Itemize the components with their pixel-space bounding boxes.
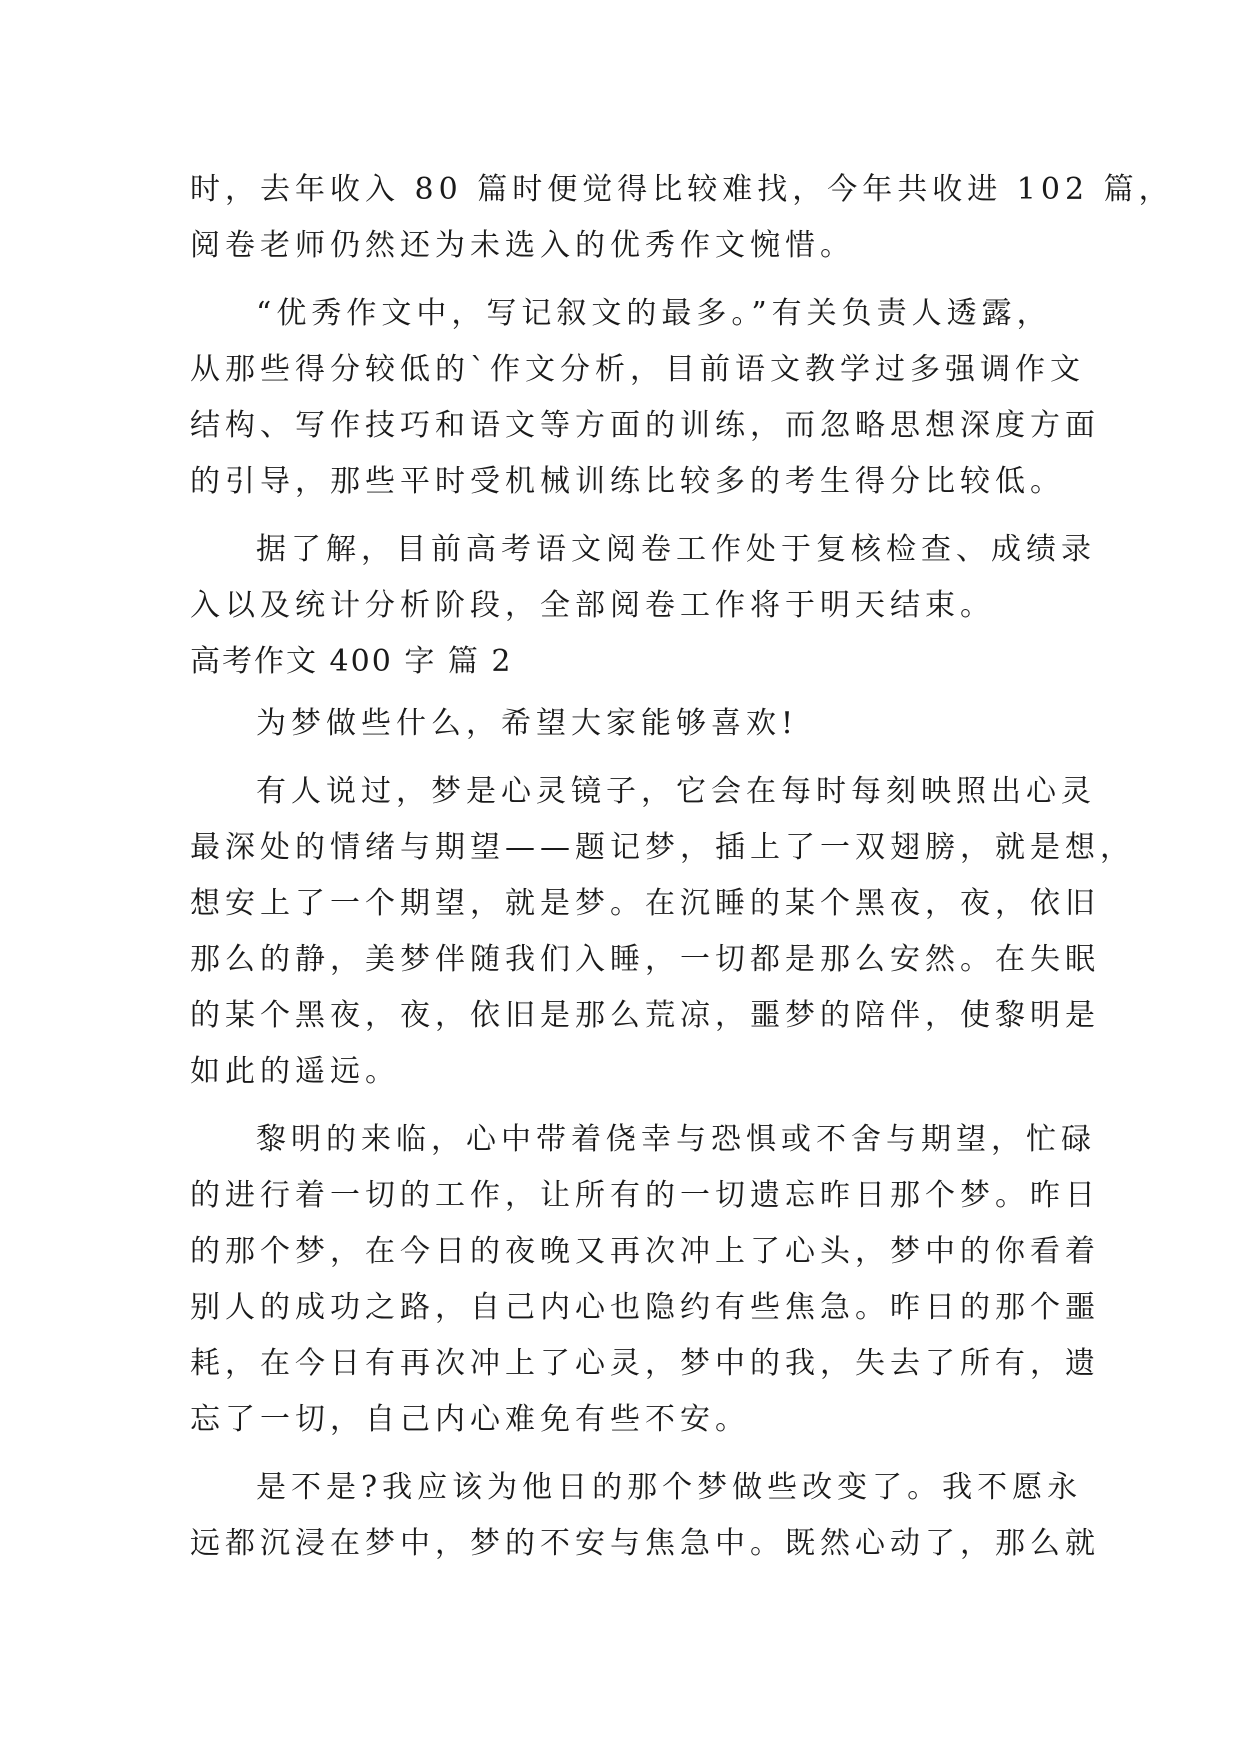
document-body bbox=[190, 162, 1174, 1572]
text-line: “优秀作文中，写记叙文的最多。”有关负责人透露， bbox=[256, 296, 1052, 331]
text-line: 忘了一切，自己内心难免有些不安。 bbox=[190, 1402, 750, 1437]
text-line: 的某个黑夜，夜，依旧是那么荒凉，噩梦的陪伴，使黎明是 bbox=[190, 998, 1100, 1033]
paragraph bbox=[190, 764, 1135, 1100]
text-line: 从那些得分较低的`作文分析，目前语文教学过多强调作文 bbox=[190, 352, 1085, 387]
text-line: 最深处的情绪与期望——题记梦，插上了一双翅膀，就是想， bbox=[190, 830, 1135, 865]
text-line: 那么的静，美梦伴随我们入睡，一切都是那么安然。在失眠 bbox=[190, 942, 1100, 977]
text-line: 如此的遥远。 bbox=[190, 1054, 400, 1089]
text-line: 想安上了一个期望，就是梦。在沉睡的某个黑夜，夜，依旧 bbox=[190, 886, 1100, 921]
text-line: 的那个梦，在今日的夜晚又再次冲上了心头，梦中的你看着 bbox=[190, 1234, 1100, 1269]
text-line: 有人说过，梦是心灵镜子，它会在每时每刻映照出心灵 bbox=[256, 774, 1096, 809]
paragraph bbox=[190, 1112, 1100, 1448]
text-line: 入以及统计分析阶段，全部阅卷工作将于明天结束。 bbox=[190, 588, 995, 623]
text-line: 黎明的来临，心中带着侥幸与恐惧或不舍与期望，忙碌 bbox=[256, 1122, 1096, 1157]
section-heading: 高考作文 400 字 篇 2 bbox=[190, 644, 513, 679]
paragraph bbox=[190, 286, 1100, 510]
text-line: 是不是?我应该为他日的那个梦做些改变了。我不愿永 bbox=[256, 1470, 1083, 1505]
paragraph bbox=[190, 162, 1174, 274]
text-line: 阅卷老师仍然还为未选入的优秀作文惋惜。 bbox=[190, 228, 855, 263]
text-line: 时，去年收入 80 篇时便觉得比较难找，今年共收进 102 篇， bbox=[190, 172, 1174, 207]
text-line: 耗，在今日有再次冲上了心灵，梦中的我，失去了所有，遗 bbox=[190, 1346, 1100, 1381]
text-line: 为梦做些什么，希望大家能够喜欢! bbox=[256, 706, 799, 741]
paragraph bbox=[190, 522, 1096, 634]
text-line: 远都沉浸在梦中，梦的不安与焦急中。既然心动了，那么就 bbox=[190, 1526, 1100, 1561]
text-line: 结构、写作技巧和语文等方面的训练，而忽略思想深度方面 bbox=[190, 408, 1100, 443]
text-line: 的引导，那些平时受机械训练比较多的考生得分比较低。 bbox=[190, 464, 1065, 499]
text-line: 的进行着一切的工作，让所有的一切遗忘昨日那个梦。昨日 bbox=[190, 1178, 1100, 1213]
text-line: 据了解，目前高考语文阅卷工作处于复核检查、成绩录 bbox=[256, 532, 1096, 567]
paragraph bbox=[190, 1460, 1100, 1572]
text-line: 别人的成功之路，自己内心也隐约有些焦急。昨日的那个噩 bbox=[190, 1290, 1100, 1325]
paragraph bbox=[190, 696, 1060, 752]
